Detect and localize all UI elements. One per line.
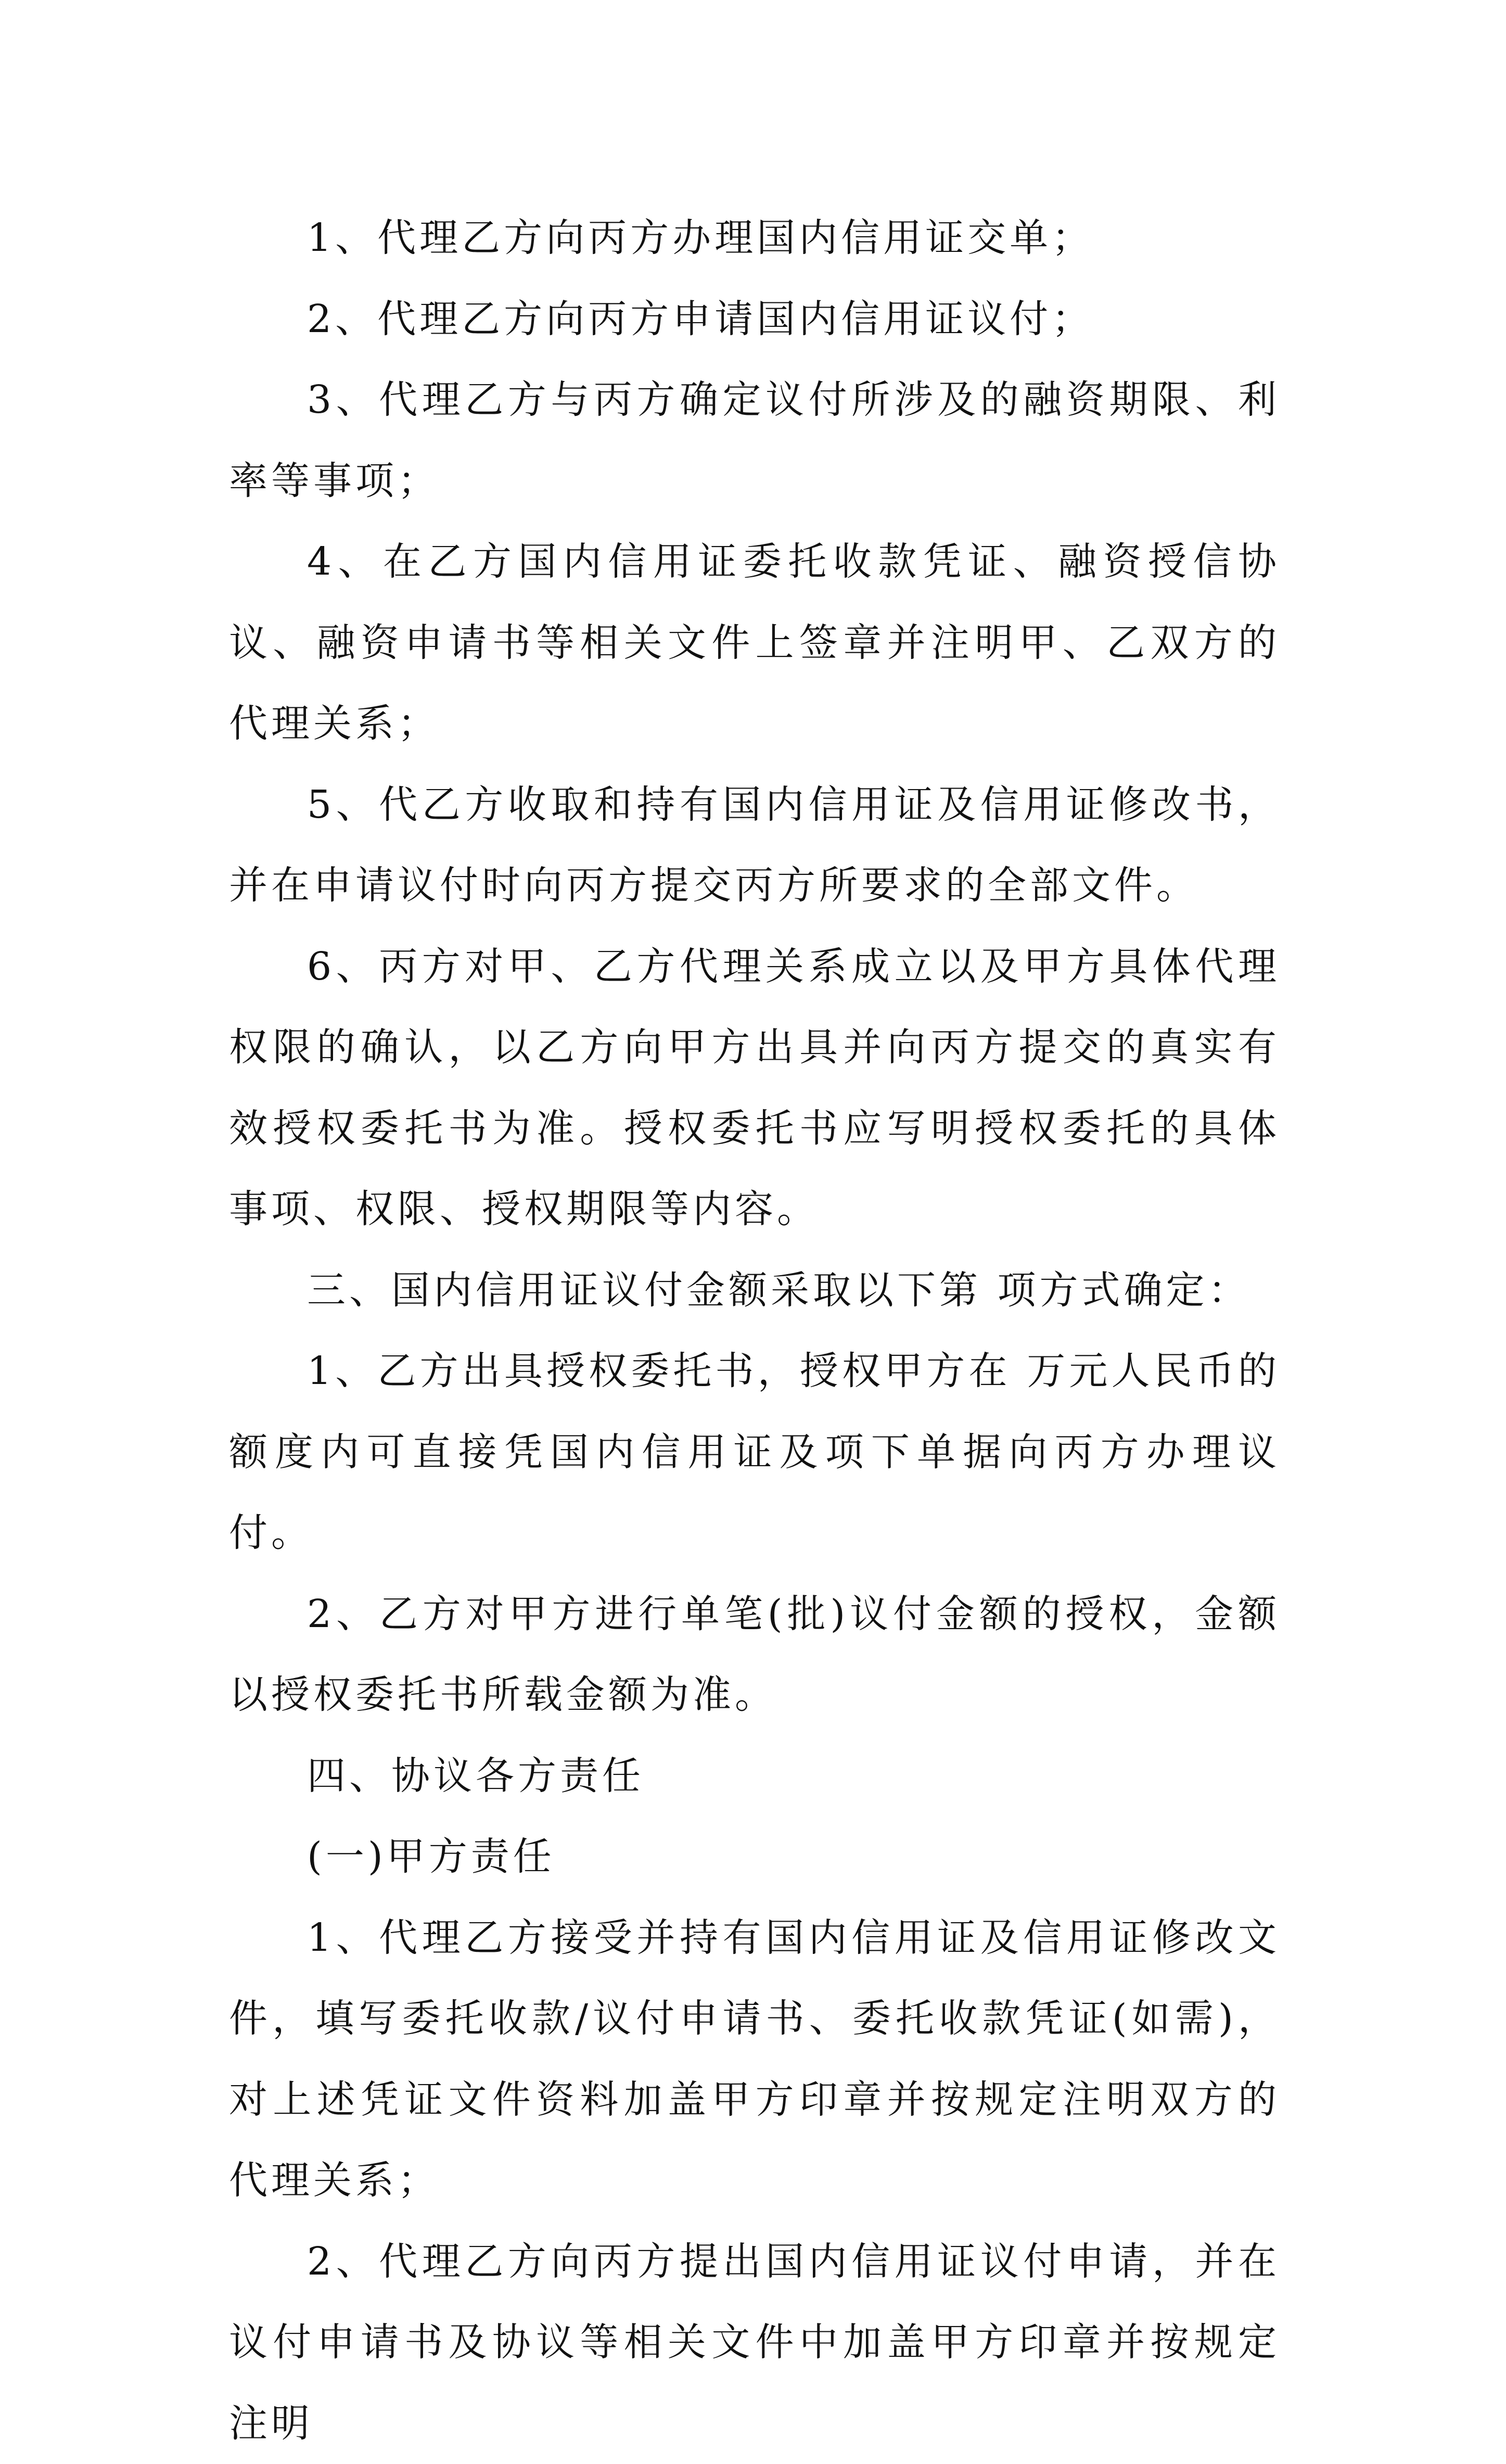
section-heading-negotiation-amount: 三、国内信用证议付金额采取以下第 项方式确定： [229, 1250, 1280, 1331]
section-heading-responsibilities: 四、协议各方责任 [229, 1736, 1280, 1817]
subsection-heading-party-a: (一)甲方责任 [229, 1817, 1280, 1898]
paragraph-agency-item-1: 1、代理乙方向丙方办理国内信用证交单； [229, 198, 1280, 279]
paragraph-amount-option-1: 1、乙方出具授权委托书，授权甲方在 万元人民币的额度内可直接凭国内信用证及项下单据向丙方办理议付。 [229, 1331, 1280, 1574]
paragraph-agency-item-5: 5、代乙方收取和持有国内信用证及信用证修改书，并在申请议付时向丙方提交丙方所要求的全部文件。 [229, 765, 1280, 926]
paragraph-agency-item-2: 2、代理乙方向丙方申请国内信用证议付； [229, 279, 1280, 360]
paragraph-amount-option-2: 2、乙方对甲方进行单笔(批)议付金额的授权，金额以授权委托书所载金额为准。 [229, 1574, 1280, 1736]
paragraph-party-a-duty-2: 2、代理乙方向丙方提出国内信用证议付申请，并在议付申请书及协议等相关文件中加盖甲方印章并按规定注明 [229, 2221, 1280, 2464]
paragraph-party-a-duty-1: 1、代理乙方接受并持有国内信用证及信用证修改文件，填写委托收款/议付申请书、委托收款凭证(如需)，对上述凭证文件资料加盖甲方印章并按规定注明双方的代理关系； [229, 1898, 1280, 2221]
document-body [229, 198, 1280, 2464]
paragraph-agency-item-6: 6、丙方对甲、乙方代理关系成立以及甲方具体代理权限的确认，以乙方向甲方出具并向丙方提交的真实有效授权委托书为准。授权委托书应写明授权委托的具体事项、权限、授权期限等内容。 [229, 926, 1280, 1250]
paragraph-agency-item-3: 3、代理乙方与丙方确定议付所涉及的融资期限、利率等事项； [229, 360, 1280, 522]
paragraph-agency-item-4: 4、在乙方国内信用证委托收款凭证、融资授信协议、融资申请书等相关文件上签章并注明甲、乙双方的代理关系； [229, 522, 1280, 765]
